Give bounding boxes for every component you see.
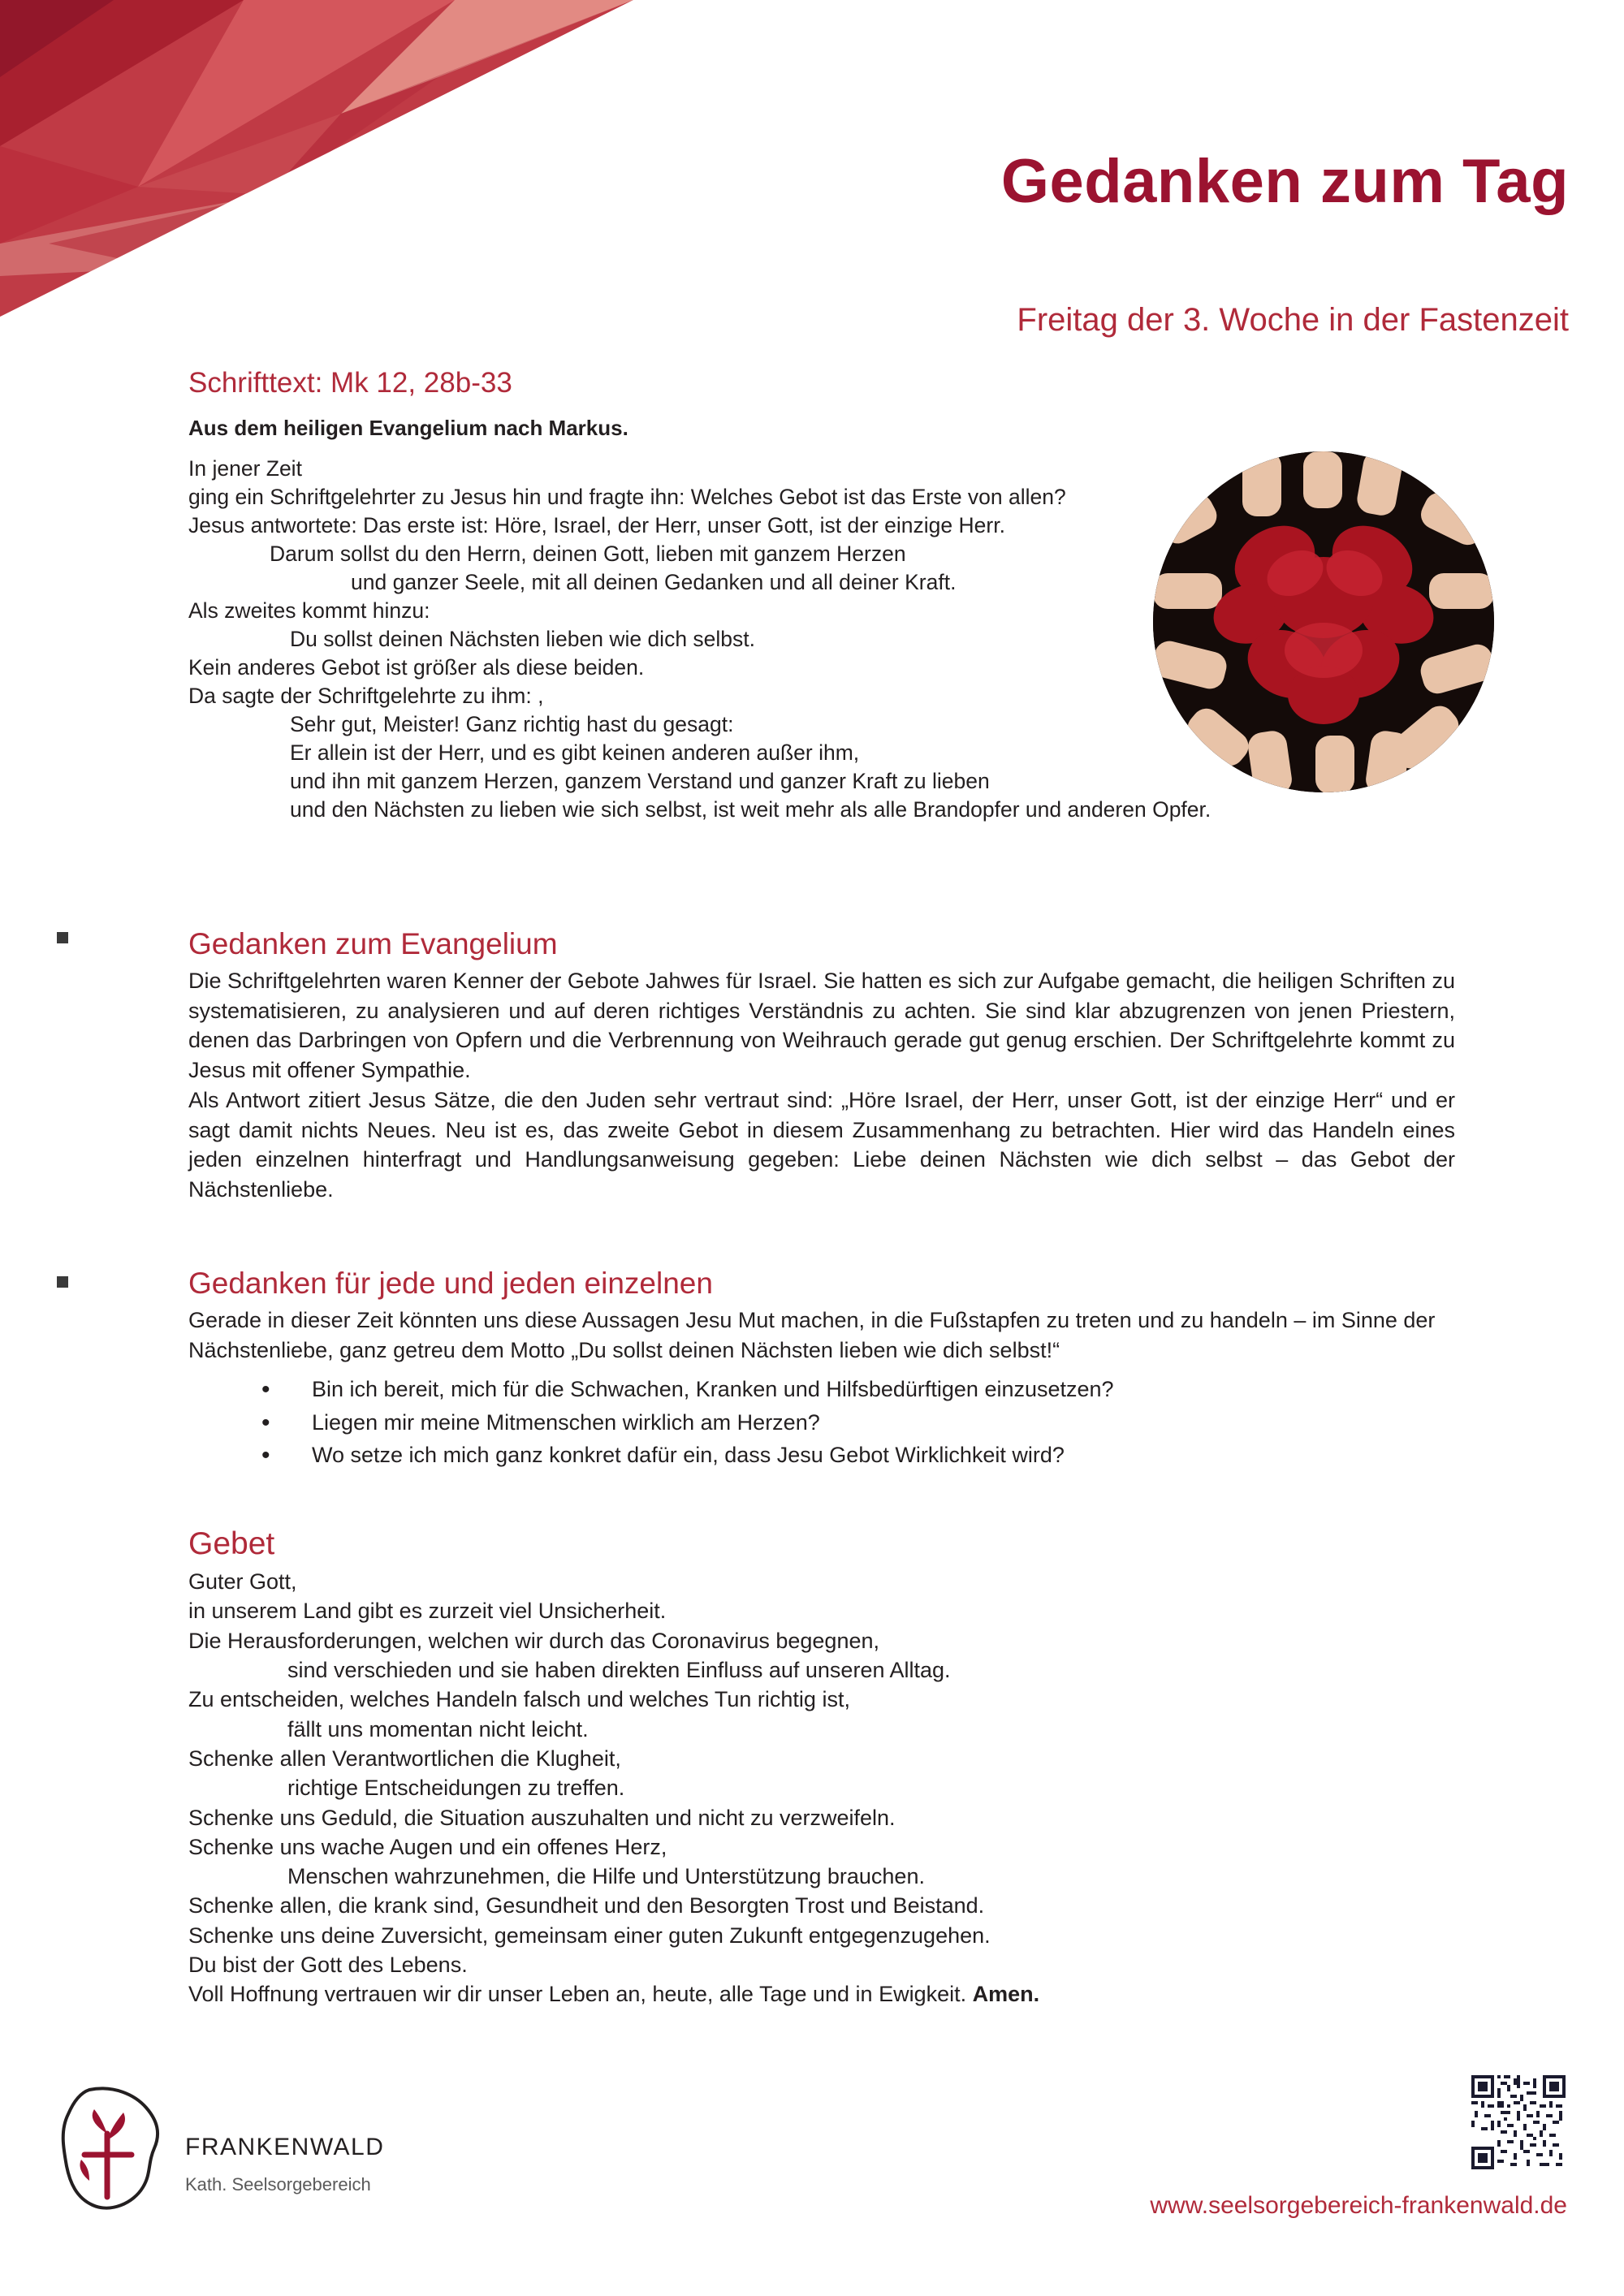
list-item: • Wo setze ich mich ganz konkret dafür ein, dass Jesu Gebot Wirklichkeit wird? — [261, 1439, 1455, 1472]
gospel-line: Als zweites kommt hinzu: — [188, 598, 430, 623]
evangelium-paragraph-1: Die Schriftgelehrten waren Kenner der Gebote Jahwes für Israel. Sie hatten es sich zur Aufgabe gemacht, die heiligen Schriften zu systematisieren, zu analysieren und auf deren richtiges Verständnis zu achten. Sie sind klar abzugrenzen von jenen Priestern, denen das Darbringen von Opfern und die Verbrennung von Weihrauch gerade gut genug erschien. Der Schriftgelehrte kommt zu Jesus mit offener Sympathie. — [188, 969, 1455, 1083]
hands-heart-photo — [1153, 451, 1494, 792]
qr-code-icon — [1471, 2075, 1566, 2169]
gospel-line: und ganzer Seele, mit all deinen Gedanken und all deiner Kraft. — [351, 569, 957, 594]
margin-marker — [57, 1276, 68, 1288]
prayer-line: Schenke uns deine Zuversicht, gemeinsam einer guten Zukunft entgegenzugehen. — [188, 1923, 991, 1948]
prayer-line: Menschen wahrzunehmen, die Hilfe und Unterstützung brauchen. — [287, 1864, 925, 1889]
list-item: • Liegen mir meine Mitmenschen wirklich am Herzen? — [261, 1406, 1455, 1439]
prayer-amen: Amen. — [972, 1982, 1040, 2007]
gospel-line: Er allein ist der Herr, und es gibt keinen anderen außer ihm, — [290, 740, 860, 765]
reflection-question-list — [188, 1373, 1455, 1472]
gospel-line: ging ein Schriftgelehrter zu Jesus hin und fragte ihn: Welches Gebot ist das Erste von allen? — [188, 484, 1066, 509]
prayer-closing-text: Voll Hoffnung vertrauen wir dir unser Leben an, heute, alle Tage und in Ewigkeit. — [188, 1982, 973, 2007]
prayer-line: in unserem Land gibt es zurzeit viel Unsicherheit. — [188, 1599, 667, 1624]
prayer-line: sind verschieden und sie haben direkten Einfluss auf unseren Alltag. — [287, 1657, 951, 1682]
section-heading-evangelium: Gedanken zum Evangelium — [188, 927, 558, 960]
list-item: • Bin ich bereit, mich für die Schwachen, Kranken und Hilfsbedürftigen einzusetzen? — [261, 1373, 1455, 1406]
prayer-closing-line — [188, 1979, 1455, 2009]
gospel-line: und den Nächsten zu lieben wie sich selbst, ist weit mehr als alle Brandopfer und anderen Opfer. — [290, 796, 1212, 822]
logo-name: FRANKENWALD — [185, 2134, 385, 2160]
gospel-line: Kein anderes Gebot ist größer als diese beiden. — [188, 654, 645, 680]
section-gedanken-fuer-jeden — [188, 1267, 1455, 1472]
footer-website-url: www.seelsorgebereich-frankenwald.de — [1150, 2192, 1567, 2219]
corner-decoration — [0, 0, 633, 317]
gospel-line: Da sagte der Schriftgelehrte zu ihm: , — [188, 683, 544, 708]
section-heading-einzelnen: Gedanken für jede und jeden einzelnen — [188, 1267, 713, 1300]
page-subtitle: Freitag der 3. Woche in der Fastenzeit — [1017, 302, 1569, 338]
evangelium-paragraph-2: Als Antwort zitiert Jesus Sätze, die den Juden sehr vertraut sind: „Höre Israel, der Herr, unser Gott, ist der einzige Herr“ und er sagt damit nichts Neues. Neu ist es, das zweite Gebot in diesem Zusammenhang zu betrachten. Hier wird das Handeln eines jeden einzelnen hinterfragt und Handlungsanweisung gegeben: Liebe deinen Nächsten wie dich selbst – das Gebot der Nächstenliebe. — [188, 1087, 1455, 1202]
scripture-reference: Schrifttext: Mk 12, 28b-33 — [188, 367, 512, 399]
gospel-line: Darum sollst du den Herrn, deinen Gott, lieben mit ganzem Herzen — [270, 541, 906, 566]
prayer-line: Schenke uns Geduld, die Situation auszuhalten und nicht zu verzweifeln. — [188, 1805, 896, 1830]
gospel-line: Du sollst deinen Nächsten lieben wie dich selbst. — [290, 626, 756, 651]
logo-subtitle: Kath. Seelsorgebereich — [185, 2174, 371, 2195]
einzelnen-paragraph: Gerade in dieser Zeit könnten uns diese Aussagen Jesu Mut machen, in die Fußstapfen zu treten und zu handeln – im Sinne der Nächstenliebe, ganz getreu dem Motto „Du sollst deinen Nächsten lieben wie dich selbst!“ — [188, 1308, 1436, 1362]
gospel-line: Jesus antwortete: Das erste ist: Höre, Israel, der Herr, unser Gott, ist der einzige Herr. — [188, 512, 1005, 537]
gospel-line: Sehr gut, Meister! Ganz richtig hast du gesagt: — [290, 711, 734, 736]
prayer-text — [188, 1567, 1455, 2009]
prayer-line: richtige Entscheidungen zu treffen. — [287, 1776, 625, 1801]
scripture-source: Aus dem heiligen Evangelium nach Markus. — [188, 416, 628, 440]
prayer-line: Guter Gott, — [188, 1569, 297, 1594]
prayer-line: Schenke allen Verantwortlichen die Klugheit, — [188, 1746, 621, 1771]
gospel-line: In jener Zeit — [188, 456, 302, 481]
section-gedanken-zum-evangelium — [188, 927, 1455, 1205]
gospel-line: und ihn mit ganzem Herzen, ganzem Verstand und ganzer Kraft zu lieben — [290, 768, 990, 793]
prayer-line: fällt uns momentan nicht leicht. — [287, 1716, 589, 1741]
prayer-line: Du bist der Gott des Lebens. — [188, 1953, 468, 1978]
section-gebet — [188, 1526, 1455, 2009]
section-heading-gebet: Gebet — [188, 1526, 275, 1561]
prayer-line: Schenke allen, die krank sind, Gesundheit und den Besorgten Trost und Beistand. — [188, 1893, 985, 1918]
prayer-line: Zu entscheiden, welches Handeln falsch und welches Tun richtig ist, — [188, 1687, 850, 1712]
page-title: Gedanken zum Tag — [1000, 147, 1569, 216]
margin-marker — [57, 932, 68, 943]
prayer-line: Die Herausforderungen, welchen wir durch das Coronavirus begegnen, — [188, 1628, 879, 1653]
prayer-line: Schenke uns wache Augen und ein offenes Herz, — [188, 1834, 667, 1859]
